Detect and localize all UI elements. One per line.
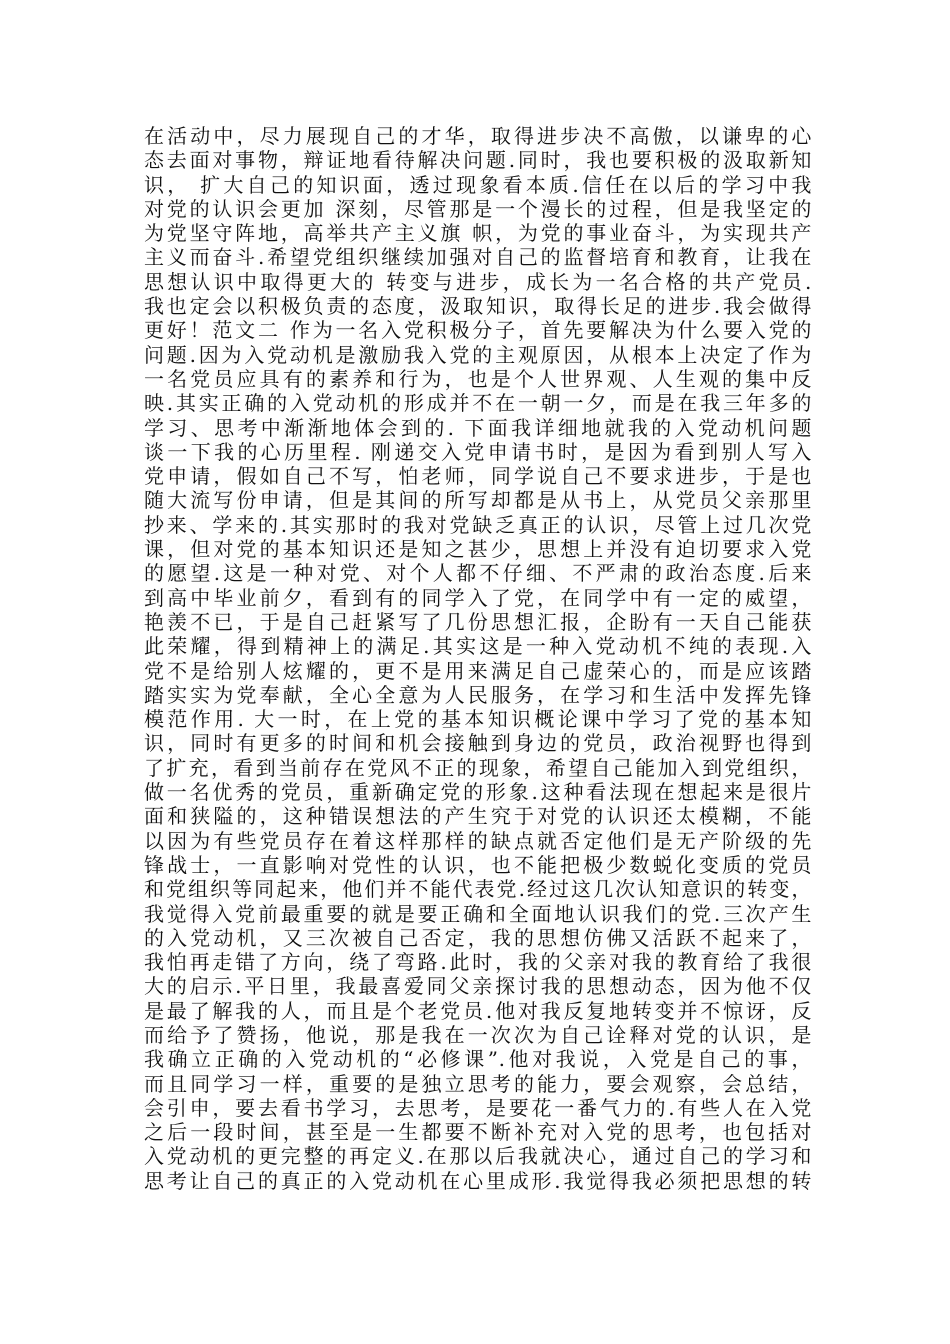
text-line: 做一名优秀的党员，重新确定党的形象.这种看法现在想起来是很片 xyxy=(144,780,812,805)
text-line: 面和狭隘的，这种错误想法的产生究于对党的认识还太模糊，不能 xyxy=(144,804,812,829)
text-line: 了扩充，看到当前存在党风不正的现象，希望自己能加入到党组织， xyxy=(144,755,812,780)
text-line: 思想认识中取得更大的 转变与进步，成长为一名合格的共产党员. xyxy=(144,269,812,294)
text-line: 一名党员应具有的素养和行为，也是个人世界观、人生观的集中反 xyxy=(144,366,812,391)
text-line: 大的启示.平日里，我最喜爱同父亲探讨我的思想动态，因为他不仅 xyxy=(144,974,812,999)
text-line: 是最了解我的人，而且是个老党员.他对我反复地转变并不惊讶，反 xyxy=(144,998,812,1023)
text-line: 我觉得入党前最重要的就是要正确和全面地认识我们的党.三次产生 xyxy=(144,901,812,926)
text-line: 思考让自己的真正的入党动机在心里成形.我觉得我必须把思想的转 xyxy=(144,1168,812,1193)
text-line: 更好！范文二 作为一名入党积极分子，首先要解决为什么要入党的 xyxy=(144,318,812,343)
text-line: 的入党动机，又三次被自己否定，我的思想仿佛又活跃不起来了， xyxy=(144,925,812,950)
text-line: 映.其实正确的入党动机的形成并不在一朝一夕，而是在我三年多的 xyxy=(144,391,812,416)
text-line: 到高中毕业前夕，看到有的同学入了党，在同学中有一定的威望， xyxy=(144,585,812,610)
text-line: 的愿望.这是一种对党、对个人都不仔细、不严肃的政治态度.后来 xyxy=(144,561,812,586)
text-line: 识，同时有更多的时间和机会接触到身边的党员，政治视野也得到 xyxy=(144,731,812,756)
text-line: 课，但对党的基本知识还是知之甚少，思想上并没有迫切要求入党 xyxy=(144,537,812,562)
text-line: 我也定会以积极负责的态度，汲取知识，取得长足的进步.我会做得 xyxy=(144,294,812,319)
text-line: 入党动机的更完整的再定义.在那以后我就决心，通过自己的学习和 xyxy=(144,1144,812,1169)
text-line: 抄来、学来的.其实那时的我对党缺乏真正的认识，尽管上过几次党 xyxy=(144,512,812,537)
text-line: 态去面对事物，辩证地看待解决问题.同时，我也要积极的汲取新知 xyxy=(144,148,812,173)
text-line: 而给予了赞扬，他说，那是我在一次次为自己诠释对党的认识，是 xyxy=(144,1022,812,1047)
text-line: 之后一段时间，甚至是一生都要不断补充对入党的思考，也包括对 xyxy=(144,1120,812,1145)
text-line: 党申请，假如自己不写，怕老师，同学说自己不要求进步，于是也 xyxy=(144,464,812,489)
body-text xyxy=(144,124,812,1193)
text-line: 随大流写份申请，但是其间的所写却都是从书上，从党员父亲那里 xyxy=(144,488,812,513)
text-line: 此荣耀，得到精神上的满足.其实这是一种入党动机不纯的表现.入 xyxy=(144,634,812,659)
text-line: 问题.因为入党动机是激励我入党的主观原因，从根本上决定了作为 xyxy=(144,342,812,367)
text-line: 谈一下我的心历里程. 刚递交入党申请书时，是因为看到别人写入 xyxy=(144,439,812,464)
text-line: 为党坚守阵地，高举共产主义旗 帜，为党的事业奋斗，为实现共产 xyxy=(144,221,812,246)
text-line: 艳羡不已，于是自己赶紧写了几份思想汇报，企盼有一天自己能获 xyxy=(144,609,812,634)
text-line: 对党的认识会更加 深刻，尽管那是一个漫长的过程，但是我坚定的 xyxy=(144,196,812,221)
text-line: 识， 扩大自己的知识面，透过现象看本质.信任在以后的学习中我 xyxy=(144,172,812,197)
text-line: 我怕再走错了方向，绕了弯路.此时，我的父亲对我的教育给了我很 xyxy=(144,950,812,975)
text-line: 我确立正确的入党动机的“必修课”.他对我说，入党是自己的事， xyxy=(144,1047,812,1072)
text-line: 而且同学习一样，重要的是独立思考的能力，要会观察，会总结， xyxy=(144,1071,812,1096)
text-line: 主义而奋斗.希望党组织继续加强对自己的监督培育和教育，让我在 xyxy=(144,245,812,270)
text-line: 锋战士，一直影响对党性的认识，也不能把极少数蜕化变质的党员 xyxy=(144,852,812,877)
text-line: 党不是给别人炫耀的，更不是用来满足自己虚荣心的，而是应该踏 xyxy=(144,658,812,683)
text-line: 在活动中，尽力展现自己的才华，取得进步决不高傲，以谦卑的心 xyxy=(144,124,812,148)
text-line: 会引申，要去看书学习，去思考，是要花一番气力的.有些人在入党 xyxy=(144,1095,812,1120)
text-line: 以因为有些党员存在着这样那样的缺点就否定他们是无产阶级的先 xyxy=(144,828,812,853)
text-line: 学习、思考中渐渐地体会到的. 下面我详细地就我的入党动机问题 xyxy=(144,415,812,440)
text-line: 踏实实为党奉献，全心全意为人民服务，在学习和生活中发挥先锋 xyxy=(144,682,812,707)
text-line: 和党组织等同起来，他们并不能代表党.经过这几次认知意识的转变， xyxy=(144,877,812,902)
text-line: 模范作用. 大一时，在上党的基本知识概论课中学习了党的基本知 xyxy=(144,707,812,732)
